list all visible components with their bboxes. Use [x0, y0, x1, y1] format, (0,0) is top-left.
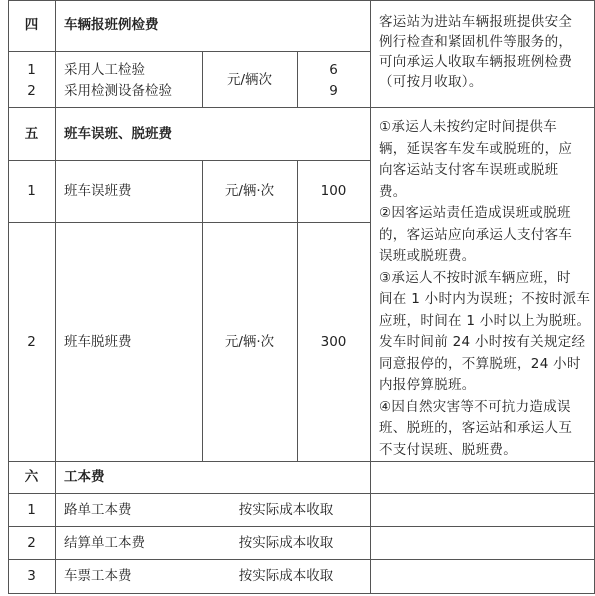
row-number: 3: [27, 568, 36, 584]
remark: 客运站为进站车辆报班提供安全 例行检查和紧固机件等服务的， 可向承运人收取车辆报班例检费 （可按月收取）。: [379, 14, 573, 90]
row-basis: 按实际成本收取: [238, 502, 334, 518]
row-price: 6: [329, 62, 338, 78]
row-basis: 按实际成本收取: [238, 535, 334, 551]
row-number: 2: [27, 334, 36, 350]
row-name: 采用检测设备检验: [64, 83, 172, 99]
row-number: 1: [27, 502, 36, 518]
row-number: 1: [27, 62, 36, 78]
row-number: 2: [27, 83, 36, 99]
row-name: 车票工本费: [64, 568, 132, 584]
row-unit: 元/辆·次: [224, 334, 275, 350]
rule: [8, 107, 594, 108]
rule: [8, 559, 594, 560]
row-unit: 元/辆·次: [224, 183, 275, 199]
section-number: 六: [24, 469, 39, 485]
rule: [202, 160, 203, 461]
rule: [8, 593, 594, 594]
row-unit: 元/辆次: [226, 72, 273, 88]
rule: [8, 51, 370, 52]
row-price: 100: [320, 183, 347, 199]
row-price: 300: [320, 334, 347, 350]
row-name: 班车误班费: [64, 183, 132, 199]
row-number: 2: [27, 535, 36, 551]
remark: ①承运人未按约定时间提供车 辆，延误客车发车或脱班的，应 向客运站支付客车误班或脱班 费。 ②因客运站责任造成误班或脱班 的，客运站应向承运人支付客车 误班或脱班费。 ③承运人不按时派车辆应班，时 间在 1 小时内为误班；不按时派车 应班，时间在 1 小时以上为脱班。 发车时间前 24 小时按有关规定经 同意报停的，不算脱班，24 小时 内报停算脱班。 ④因自然灾害等不可抗力造成误 班、脱班的，客运站和承运人互 不支付误班、脱班费。: [379, 119, 591, 458]
rule: [8, 222, 370, 223]
rule: [8, 493, 594, 494]
row-name: 结算单工本费: [64, 535, 145, 551]
rule: [8, 461, 594, 462]
rule: [8, 0, 594, 1]
row-name: 采用人工检验: [64, 62, 145, 78]
rule: [8, 526, 594, 527]
section-title: 班车误班、脱班费: [64, 126, 172, 142]
row-price: 9: [329, 83, 338, 99]
rule: [370, 0, 371, 594]
section-number: 五: [24, 126, 39, 142]
row-name: 班车脱班费: [64, 334, 132, 350]
row-number: 1: [27, 183, 36, 199]
rule: [8, 160, 370, 161]
row-name: 路单工本费: [64, 502, 132, 518]
row-basis: 按实际成本收取: [238, 568, 334, 584]
section-title: 车辆报班例检费: [64, 17, 159, 33]
rule: [55, 0, 56, 594]
section-title: 工本费: [64, 469, 105, 485]
section-number: 四: [24, 17, 39, 33]
rule: [297, 160, 298, 461]
